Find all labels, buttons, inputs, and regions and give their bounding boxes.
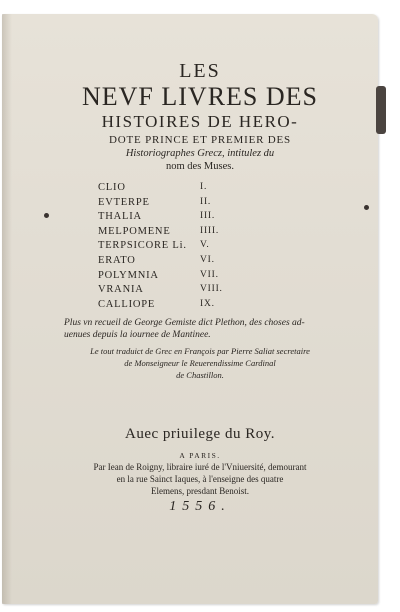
translation-line-2: de Monseigneur le Reuerendissime Cardinal — [124, 358, 276, 368]
recueil-line-1: Plus vn recueil de George Gemiste dict Plethon, des choses ad- — [64, 318, 305, 328]
book-name: EVTERPE — [98, 196, 150, 208]
title-line-3: HISTOIRES DE HERO- — [101, 112, 299, 131]
book-number: I. — [200, 182, 208, 192]
book-number: IIII. — [200, 225, 220, 236]
book-name: TERPSICORE Li. — [98, 240, 187, 252]
imprint-city: A PARIS. — [179, 451, 221, 460]
privilege-notice: Auec priuilege du Roy. — [125, 426, 275, 442]
book-name: ERATO — [98, 254, 136, 266]
book-name: POLYMNIA — [98, 269, 159, 281]
book-number: IX. — [200, 298, 215, 309]
book-row — [98, 299, 298, 314]
recueil-note — [64, 317, 364, 341]
publication-year: 1556. — [169, 499, 231, 514]
book-name: CALLIOPE — [98, 298, 156, 310]
book-row — [98, 182, 298, 197]
book-number: VII. — [200, 269, 219, 280]
binding-tab — [376, 86, 386, 134]
book-row — [98, 226, 298, 241]
title-line-2: NEVF LIVRES DES — [81, 82, 318, 111]
imprint-line-2: en la rue Sainct Iaques, à l'enseigne des quatre — [116, 474, 284, 484]
book-row — [98, 211, 298, 226]
book-number: III. — [200, 211, 216, 222]
book-number: V. — [200, 240, 210, 251]
translation-line-3: de Chastillon. — [176, 370, 224, 380]
title-line-5: Historiographes Grecz, intitulez du — [125, 148, 275, 159]
binding-hole — [364, 205, 369, 210]
translation-line-1: Le tout traduict de Grec en François par Pierre Saliat secretaire — [90, 346, 310, 356]
book-row — [98, 284, 298, 299]
book-name: VRANIA — [98, 284, 144, 296]
book-row — [98, 270, 298, 285]
title-line-6: nom des Muses. — [166, 161, 234, 172]
imprint-line-3: Elemens, presdant Benoist. — [151, 486, 249, 496]
book-row — [98, 240, 298, 255]
book-name: MELPOMENE — [98, 225, 171, 237]
imprint-line-1: Par Iean de Roigny, libraire iuré de l'Vniuersité, demourant — [93, 462, 307, 472]
book-row — [98, 255, 298, 270]
book-row — [98, 197, 298, 212]
book-name: CLIO — [98, 182, 126, 193]
book-number: VIII. — [200, 284, 223, 295]
book-name: THALIA — [98, 211, 142, 223]
book-number: VI. — [200, 254, 215, 265]
title-line-4: DOTE PRINCE ET PREMIER DES — [109, 134, 291, 146]
books-list — [98, 182, 298, 313]
recueil-line-2: uenues depuis la iournee de Mantinee. — [64, 330, 211, 340]
binding-hole — [44, 213, 49, 218]
title-line-1: LES — [179, 60, 221, 82]
book-number: II. — [200, 196, 212, 207]
